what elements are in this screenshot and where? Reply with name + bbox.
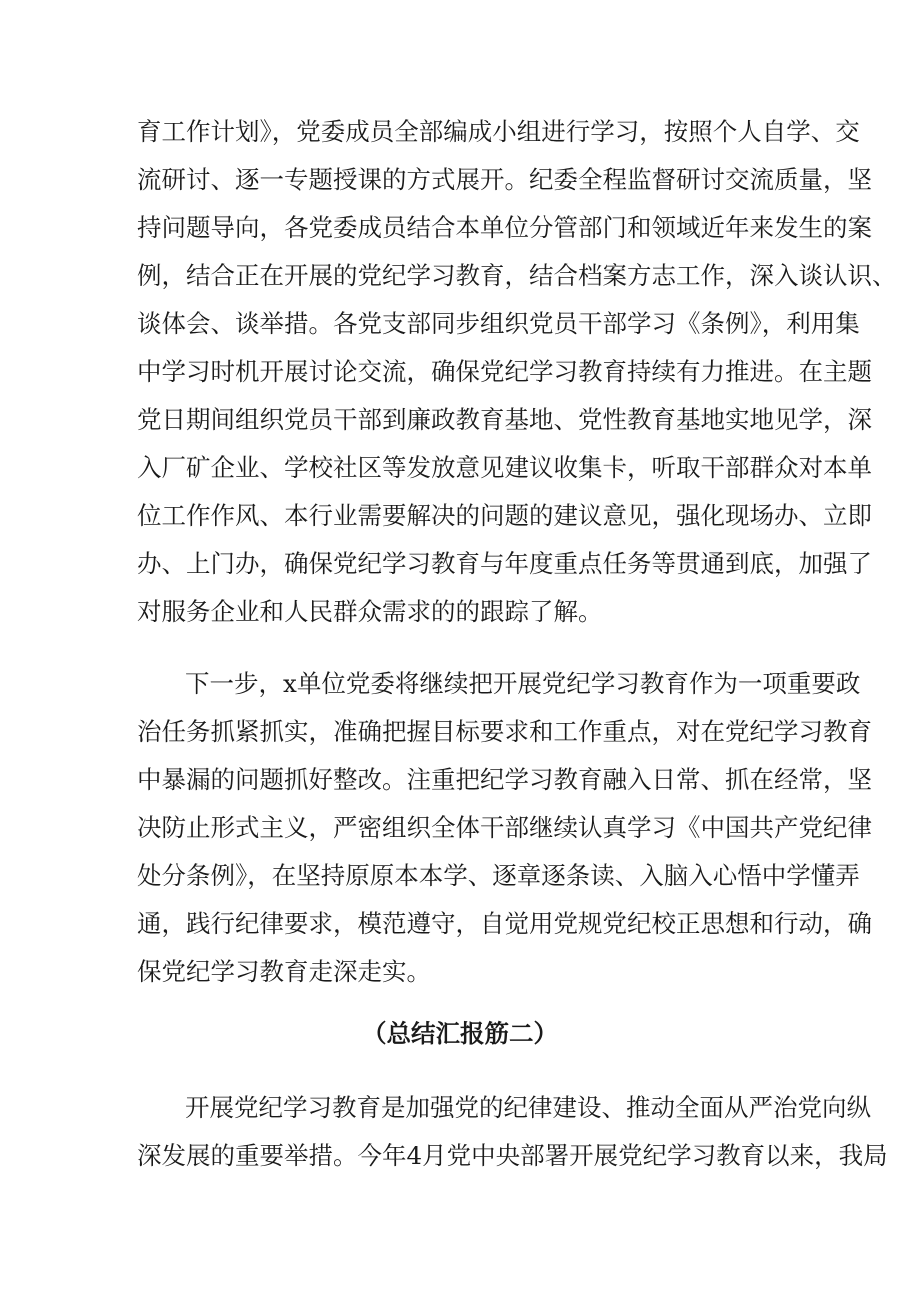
paragraph-2-line-6: 通，践行纪律要求，模范遵守，自觉用党规党纪校正思想和行动，确 <box>137 909 872 938</box>
paragraph-2-line-4: 决防止形式主义，严密组织全体干部继续认真学习《中国共产党纪律 <box>137 813 872 842</box>
paragraph-1-line-11: 对服务企业和人民群众需求的的跟踪了解。 <box>137 597 603 626</box>
paragraph-1-line-10: 办、上门办，确保党纪学习教育与年度重点任务等贯通到底，加强了 <box>137 549 872 578</box>
paragraph-1-line-6: 中学习时机开展讨论交流，确保党纪学习教育持续有力推进。在主题 <box>137 357 872 386</box>
paragraph-2-line-1: 下一步，x单位党委将继续把开展党纪学习教育作为一项重要政 <box>185 669 861 698</box>
paragraph-1-line-1: 育工作计划》，党委成员全部编成小组进行学习，按照个人自学、交 <box>137 117 860 146</box>
paragraph-2-line-7: 保党纪学习教育走深走实。 <box>137 957 431 986</box>
paragraph-1-line-5: 谈体会、谈举措。各党支部同步组织党员干部学习《条例》，利用集 <box>137 309 860 338</box>
paragraph-2-line-3: 中暴漏的问题抓好整改。注重把纪学习教育融入日常、抓在经常，坚 <box>137 765 872 794</box>
paragraph-1-line-3: 持问题导向，各党委成员结合本单位分管部门和领域近年来发生的案 <box>137 213 872 242</box>
paragraph-1-line-2: 流研讨、逐一专题授课的方式展开。纪委全程监督研讨交流质量，坚 <box>137 165 872 194</box>
paragraph-1-line-9: 位工作作风、本行业需要解决的问题的建议意见，强化现场办、立即 <box>137 501 872 530</box>
paragraph-2-line-5: 处分条例》，在坚持原原本本学、逐章逐条读、入脑入心悟中学懂弄 <box>137 861 860 890</box>
paragraph-3-line-2: 深发展的重要举措。今年4月党中央部署开展党纪学习教育以来，我局 <box>137 1141 888 1170</box>
paragraph-3-line-1: 开展党纪学习教育是加强党的纪律建设、推动全面从严治党向纵 <box>185 1093 871 1122</box>
paragraph-2-line-2: 治任务抓紧抓实，准确把握目标要求和工作重点，对在党纪学习教育 <box>137 717 872 746</box>
paragraph-1-line-8: 入厂矿企业、学校社区等发放意见建议收集卡，听取干部群众对本单 <box>137 453 872 482</box>
paragraph-1-line-4: 例，结合正在开展的党纪学习教育，结合档案方志工作，深入谈认识、 <box>137 261 897 290</box>
section-heading: （总结汇报筋二） <box>362 1019 558 1048</box>
paragraph-1-line-7: 党日期间组织党员干部到廉政教育基地、党性教育基地实地见学，深 <box>137 405 872 434</box>
